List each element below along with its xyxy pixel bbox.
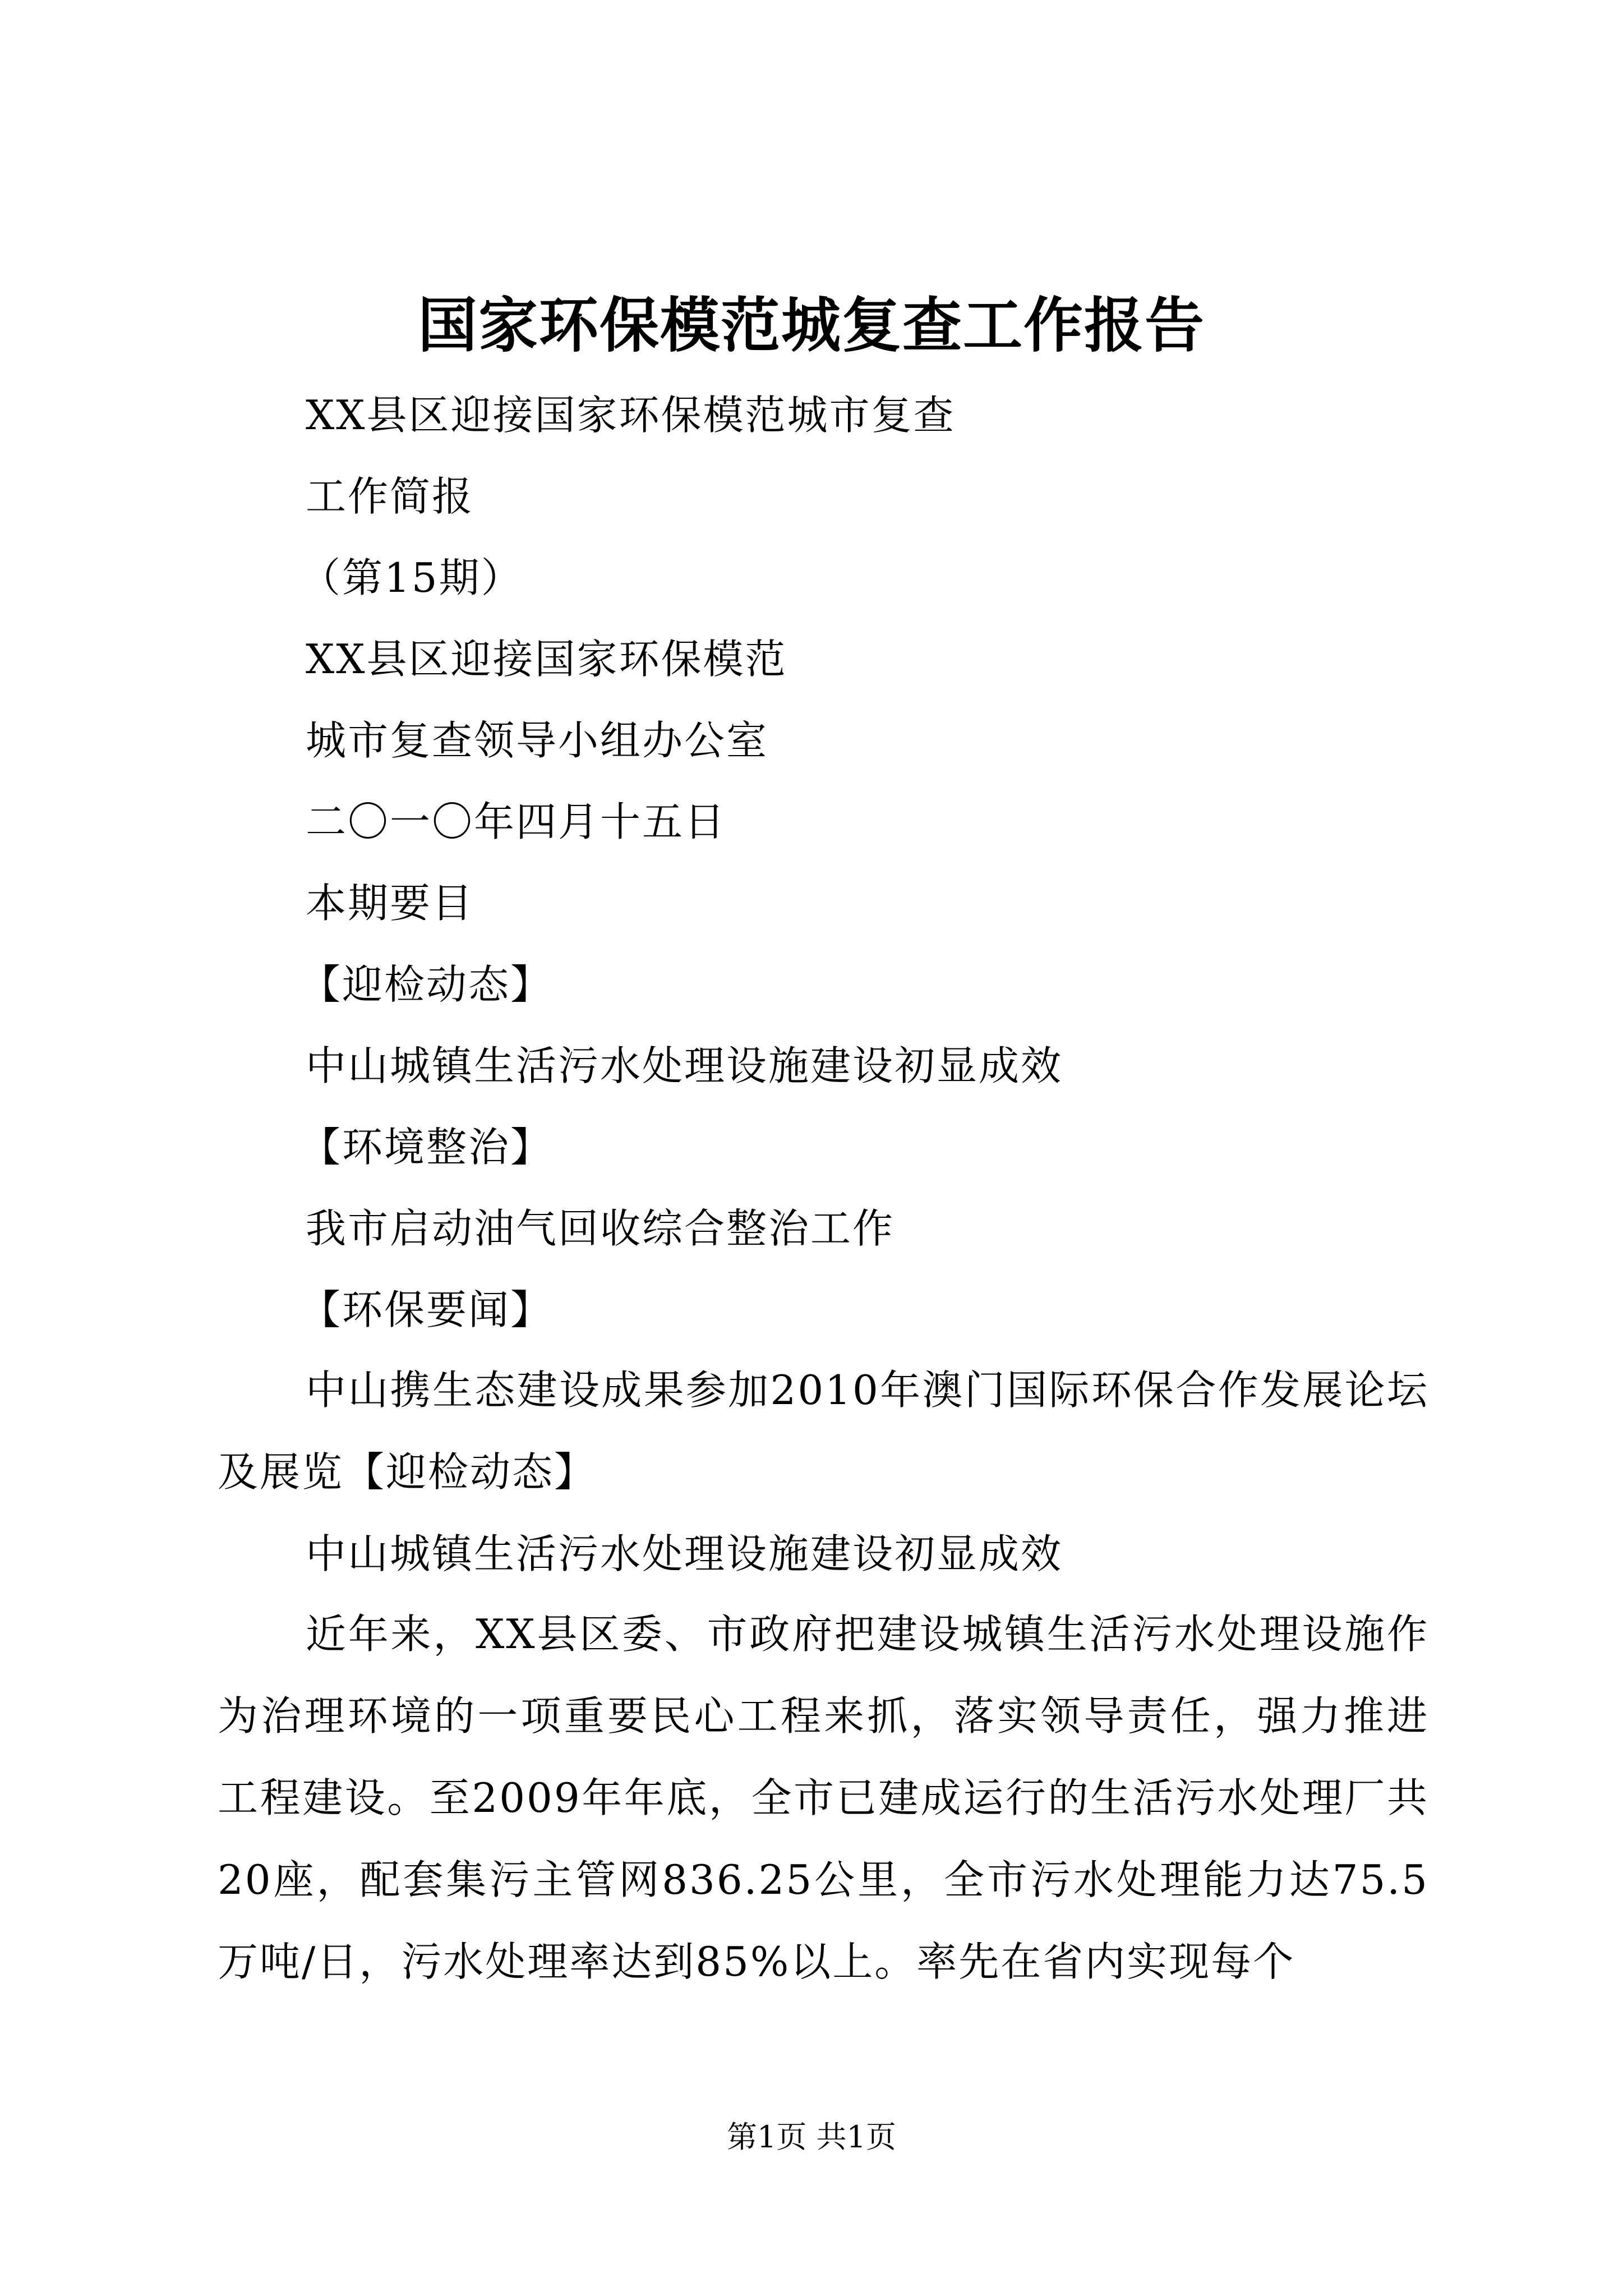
header-line-county: XX县区迎接国家环保模范城市复查 bbox=[306, 392, 956, 439]
document-title: 国家环保模范城复查工作报告 bbox=[418, 290, 1205, 360]
contents-item-oil-gas: 我市启动油气回收综合整治工作 bbox=[306, 1205, 895, 1252]
header-line-issue: （第15期） bbox=[300, 554, 523, 601]
header-line-office-2: 城市复查领导小组办公室 bbox=[306, 717, 769, 764]
header-line-date: 二〇一〇年四月十五日 bbox=[306, 798, 727, 845]
header-line-office-1: XX县区迎接国家环保模范 bbox=[306, 636, 787, 683]
contents-heading: 本期要目 bbox=[306, 880, 474, 927]
contents-section-news: 【环保要闻】 bbox=[300, 1286, 553, 1333]
paragraph-sewage-report: 近年来，XX县区委、市政府把建设城镇生活污水处理设施作为治理环境的一项重要民心工程来抓，落实领导责任，强力推进工程建设。至2009年年底，全市已建成运行的生活污水处理厂共20座，配套集污主管网836.25公里，全市污水处理能力达75.5万吨/日，污水处理率达到85%以上。率先在省内实现每个 bbox=[218, 1611, 1429, 1985]
paragraph-macau-forum: 中山携生态建设成果参加2010年澳门国际环保合作发展论坛及展览【迎检动态】 bbox=[218, 1366, 1429, 1496]
contents-section-inspection: 【迎检动态】 bbox=[300, 961, 553, 1008]
contents-item-sewage: 中山城镇生活污水处理设施建设初显成效 bbox=[306, 1042, 1063, 1089]
section-heading-sewage: 中山城镇生活污水处理设施建设初显成效 bbox=[306, 1530, 1063, 1577]
header-line-bulletin: 工作简报 bbox=[306, 473, 474, 520]
page-number-footer: 第1页 共1页 bbox=[727, 2119, 896, 2155]
contents-section-environment: 【环境整治】 bbox=[300, 1124, 553, 1171]
